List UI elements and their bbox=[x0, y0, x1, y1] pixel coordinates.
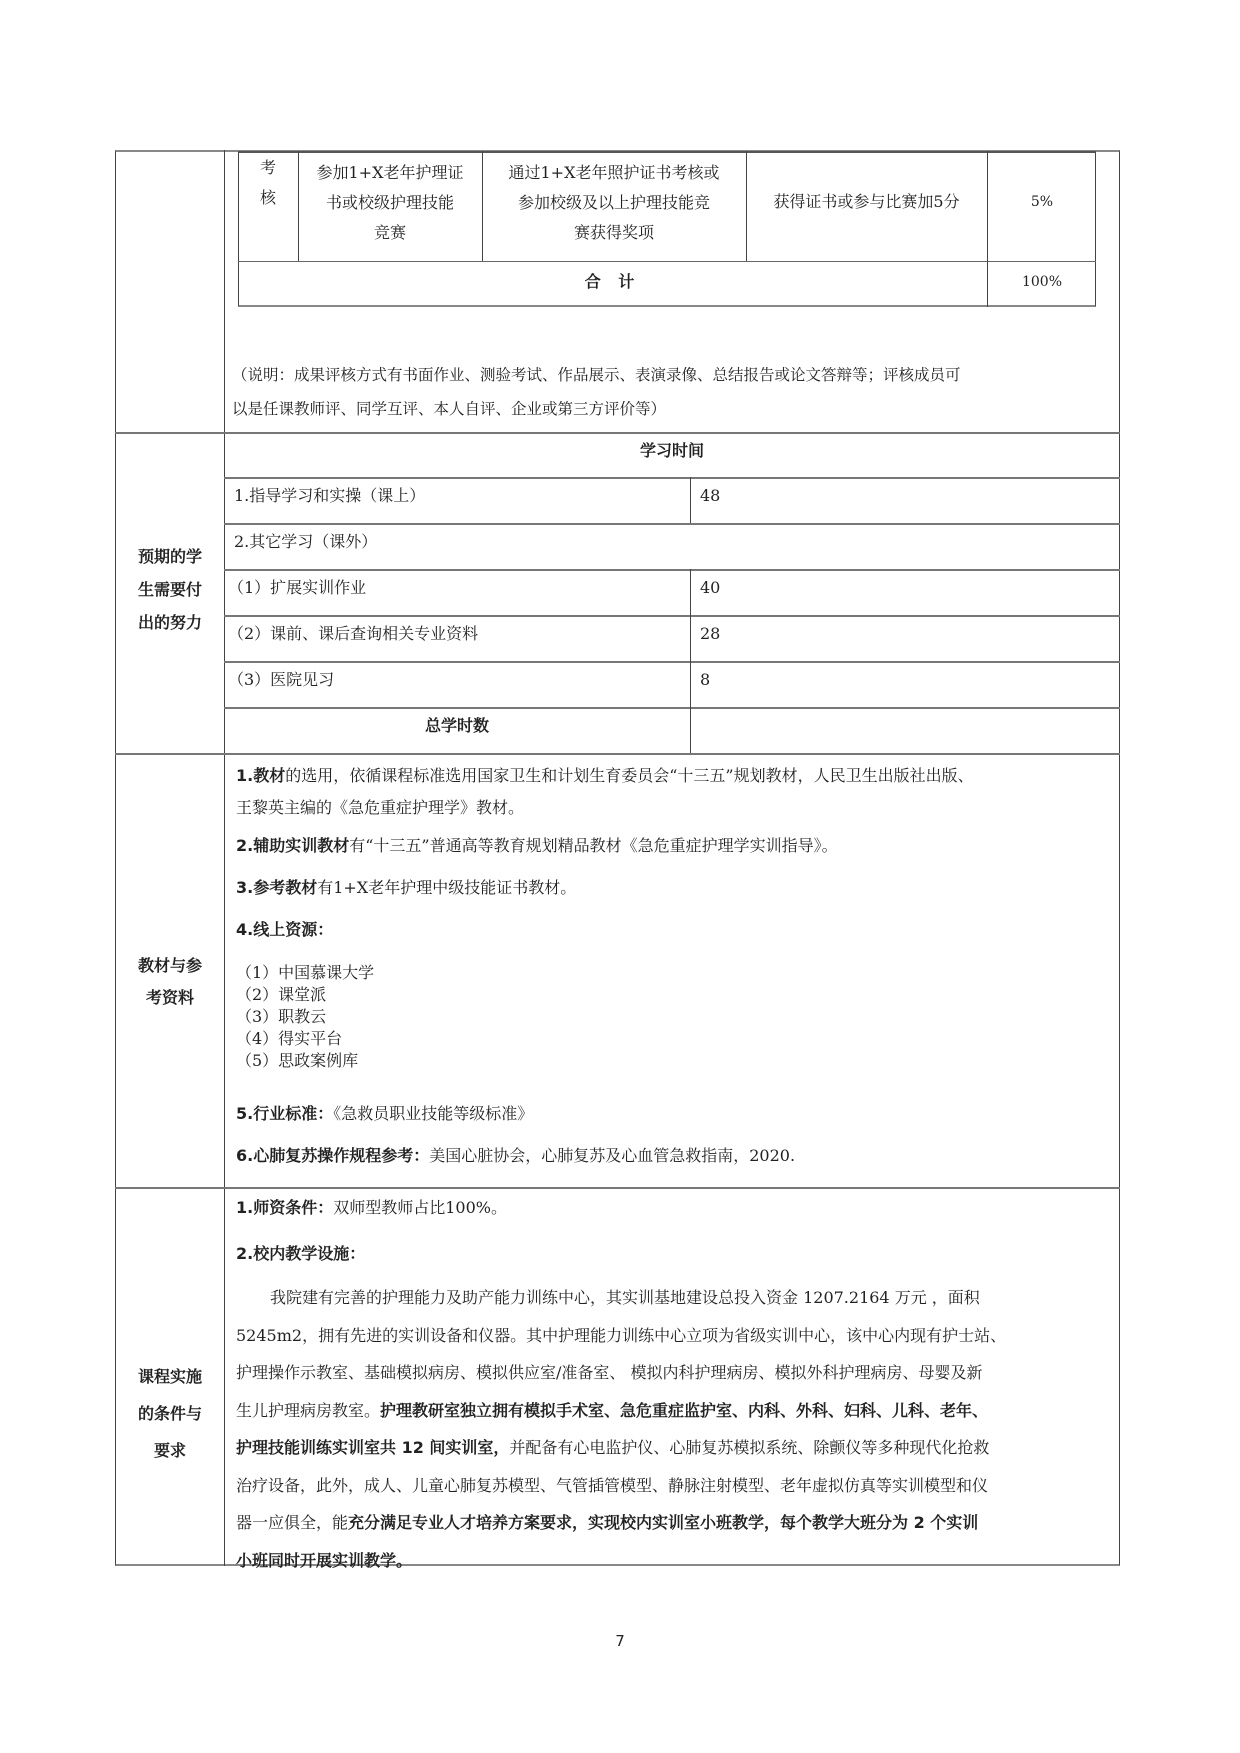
list-item: （5）思政案例库 bbox=[236, 1051, 359, 1070]
item-line: 参加1+X老年护理证 bbox=[316, 163, 464, 182]
para-line: 小班同时开展实训教学。 bbox=[236, 1550, 413, 1570]
item-heading: 1.师资条件： bbox=[236, 1198, 334, 1217]
item-text: 王黎英主编的《急危重症护理学》教材。 bbox=[236, 798, 525, 817]
list-item: （1）中国慕课大学 bbox=[236, 963, 375, 982]
item-heading: 6.心肺复苏操作规程参考： bbox=[236, 1146, 430, 1165]
row-divider bbox=[224, 569, 1120, 571]
online-resources-list bbox=[236, 962, 374, 1072]
note-line: （说明：成果评核方式有书面作业、测验考试、作品展示、表演录像、总结报告或论文答辩等；评核成员可 bbox=[232, 366, 961, 384]
item-text: 的选用，依循课程标准选用国家卫生和计划生育委员会“十三五”规划教材，人民卫生出版社出版、 bbox=[285, 766, 974, 785]
item-line: 竞赛 bbox=[373, 223, 406, 242]
assessment-weight: 5% bbox=[1030, 194, 1054, 210]
list-item: （3）职教云 bbox=[236, 1007, 327, 1026]
section-divider bbox=[115, 1187, 1120, 1189]
facilities-paragraph bbox=[236, 1279, 1116, 1579]
materials-item-1 bbox=[236, 760, 1116, 824]
list-item: （2）课堂派 bbox=[236, 985, 327, 1004]
effort-header: 学习时间 bbox=[639, 441, 704, 460]
assessment-scoring: 获得证书或参与比赛加5分 bbox=[773, 192, 960, 211]
note-line: 以是任课教师评、同学互评、本人自评、企业或第三方评价等） bbox=[232, 400, 667, 418]
criteria-line: 参加校级及以上护理技能竞 bbox=[517, 193, 710, 212]
label-line: 出的努力 bbox=[137, 613, 202, 632]
label-line: 要求 bbox=[153, 1441, 186, 1460]
assessment-total-label: 合 计 bbox=[584, 272, 641, 291]
effort-row-hours: 28 bbox=[700, 624, 721, 643]
criteria-line: 通过1+X老年照护证书考核或 bbox=[508, 163, 720, 182]
item-heading: 2.辅助实训教材 bbox=[236, 836, 350, 855]
para-text: 生儿护理病房教室。 bbox=[236, 1400, 381, 1420]
effort-row-item: （3）医院见习 bbox=[228, 670, 335, 689]
item-text: 《急救员职业技能等级标准》 bbox=[333, 1104, 534, 1123]
para-bold: 护理教研室独立拥有模拟手术室、急危重症监护室、内科、外科、妇科、儿科、老年、 bbox=[380, 1400, 989, 1420]
assessment-criteria bbox=[484, 158, 744, 248]
conditions-section-label bbox=[117, 1358, 223, 1469]
conditions-item-1 bbox=[236, 1198, 507, 1218]
conditions-item-2-heading: 2.校内教学设施： bbox=[236, 1244, 366, 1263]
item-text: 有1+X老年护理中级技能证书教材。 bbox=[317, 878, 577, 897]
section-divider bbox=[115, 753, 1120, 755]
para-bold: 护理技能训练实训室共 12 间实训室， bbox=[236, 1438, 510, 1457]
assessment-col-divider bbox=[746, 151, 747, 261]
effort-row-item: （2）课前、课后查询相关专业资料 bbox=[228, 624, 479, 643]
para-text: 器一应俱全，能 bbox=[236, 1513, 349, 1532]
item-line: 书或校级护理技能 bbox=[325, 193, 454, 212]
para-line: 我院建有完善的护理能力及助产能力训练中心，其实训基地建设总投入资金 1207.2164 万元 ，面积 bbox=[270, 1288, 980, 1307]
col-divider bbox=[690, 477, 691, 523]
row-divider bbox=[224, 615, 1120, 617]
item-text: 美国心脏协会，心肺复苏及心血管急救指南，2020. bbox=[429, 1146, 796, 1165]
assessment-col-divider bbox=[987, 151, 988, 307]
materials-section-label bbox=[117, 950, 223, 1014]
effort-section-label bbox=[117, 540, 223, 639]
effort-row-hours: 40 bbox=[700, 578, 721, 597]
label-line: 预期的学 bbox=[137, 547, 202, 566]
label-line: 教材与参 bbox=[137, 956, 202, 975]
materials-item-6 bbox=[236, 1146, 795, 1166]
item-heading: 1.教材 bbox=[236, 766, 286, 785]
outer-column-divider bbox=[224, 150, 225, 1566]
para-line: 护理操作示教室、基础模拟病房、模拟供应室/准备室、 模拟内科护理病房、模拟外科护理病房、母婴及新 bbox=[236, 1363, 983, 1382]
criteria-line: 赛获得奖项 bbox=[573, 223, 654, 242]
para-text: 并配备有心电监护仪、心肺复苏模拟系统、除颤仪等多种现代化抢救 bbox=[509, 1438, 990, 1457]
effort-total-label: 总学时数 bbox=[424, 716, 489, 735]
section-divider bbox=[115, 432, 1120, 434]
effort-row-hours: 48 bbox=[700, 486, 721, 505]
para-line: 治疗设备，此外，成人、儿童心肺复苏模型、气管插管模型、静脉注射模型、老年虚拟仿真等实训模型和仪 bbox=[236, 1475, 989, 1495]
materials-item-4-heading: 4.线上资源： bbox=[236, 920, 334, 939]
category-line: 考 bbox=[259, 158, 276, 177]
assessment-row-divider bbox=[238, 261, 1096, 262]
list-item: （4）得实平台 bbox=[236, 1029, 343, 1048]
category-line: 核 bbox=[259, 188, 276, 207]
label-line: 的条件与 bbox=[137, 1404, 202, 1423]
effort-row-item: （1）扩展实训作业 bbox=[228, 578, 367, 597]
item-heading: 5.行业标准： bbox=[236, 1104, 334, 1123]
label-line: 课程实施 bbox=[137, 1367, 202, 1386]
para-bold: 充分满足专业人才培养方案要求，实现校内实训室小班教学，每个教学大班分为 2 个实训 bbox=[348, 1513, 979, 1532]
row-divider bbox=[224, 661, 1120, 663]
label-line: 考资料 bbox=[145, 988, 194, 1007]
row-divider bbox=[224, 523, 1120, 525]
label-line: 生需要付 bbox=[137, 580, 202, 599]
effort-row-item: 1.指导学习和实操（课上） bbox=[234, 486, 426, 505]
page-number: 7 bbox=[615, 1632, 625, 1650]
row-divider bbox=[224, 477, 1120, 479]
para-line: 5245m2，拥有先进的实训设备和仪器。其中护理能力训练中心立项为省级实训中心，该中心内现有护士站、 bbox=[236, 1325, 1007, 1345]
materials-item-2 bbox=[236, 836, 838, 856]
assessment-category bbox=[252, 158, 284, 208]
item-heading: 3.参考教材 bbox=[236, 878, 318, 897]
assessment-col-divider bbox=[298, 151, 299, 261]
assessment-item bbox=[300, 158, 480, 248]
assessment-note bbox=[232, 358, 961, 426]
col-divider bbox=[690, 569, 691, 753]
materials-item-5 bbox=[236, 1104, 533, 1124]
row-divider bbox=[224, 707, 1120, 709]
materials-item-3 bbox=[236, 878, 576, 898]
effort-row-item: 2.其它学习（课外） bbox=[234, 532, 378, 551]
assessment-total-value: 100% bbox=[1021, 274, 1063, 290]
effort-row-hours: 8 bbox=[700, 670, 711, 689]
assessment-col-divider bbox=[482, 151, 483, 261]
item-text: 有“十三五”普通高等教育规划精品教材《急危重症护理学实训指导》。 bbox=[349, 836, 838, 855]
item-text: 双师型教师占比100%。 bbox=[333, 1198, 507, 1217]
